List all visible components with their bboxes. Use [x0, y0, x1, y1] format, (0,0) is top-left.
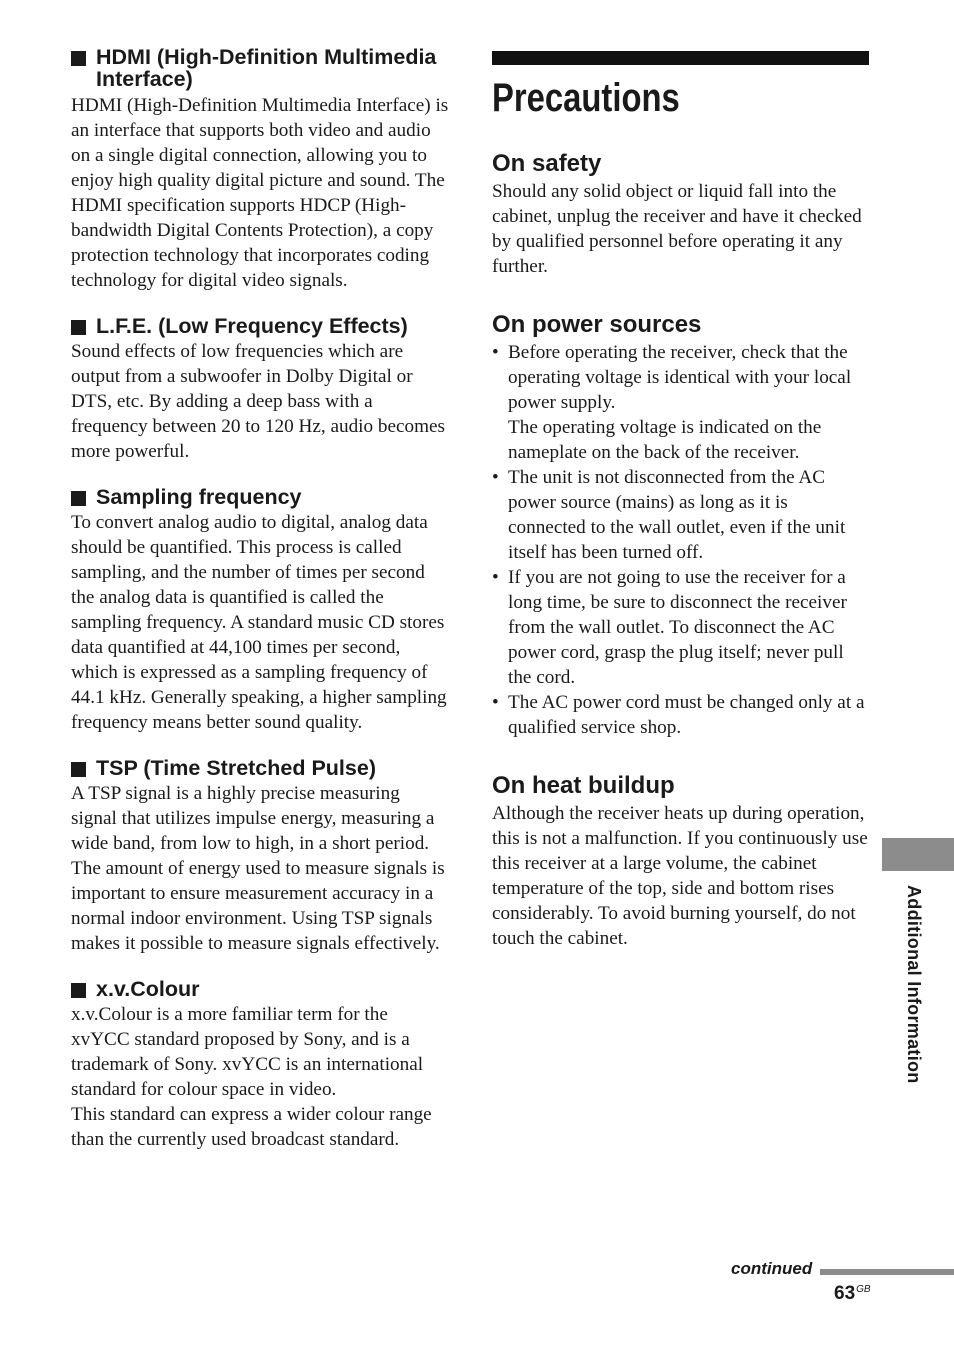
xvcolour-heading [71, 978, 449, 1000]
hdmi-body: HDMI (High-Definition Multimedia Interface) is an interface that supports both video and audio on a single digital connection, allowing you to enjoy high quality digital picture and sound. The HDMI specification supports HDCP (High-bandwidth Digital Contents Protection), a copy protection technology that incorporates coding technology for digital video signals. [71, 95, 449, 291]
continued-rule [820, 1269, 954, 1275]
sampling-heading-text: Sampling frequency [96, 485, 302, 509]
sampling-body: To convert analog audio to digital, analog data should be quantified. This process is called sampling, and the number of times per second the analog data is quantified is called the sampling frequency. A standard music CD stores data quantified at 44,100 times per second, which is expressed as a sampling frequency of 44.1 kHz. Generally speaking, a higher sampling frequency means better sound quality. [71, 512, 447, 733]
lfe-heading [71, 315, 449, 337]
power-item-2-text: The unit is not disconnected from the AC power source (mains) as long as it is connected to the wall outlet, even if the unit itself has been turned off. [508, 467, 846, 563]
square-bullet-icon [71, 51, 86, 66]
page-number [834, 1283, 871, 1305]
heat-heading: On heat buildup [492, 772, 675, 799]
tsp-body-1: A TSP signal is a highly precise measuring signal that utilizes impulse energy, measuring a wide band, from low to high, in a short period. [71, 783, 435, 854]
page-title: Precautions [492, 76, 680, 120]
list-item [492, 690, 870, 740]
lfe-heading-text: L.F.E. (Low Frequency Effects) [96, 314, 408, 338]
lfe-body: Sound effects of low frequencies which are output from a subwoofer in Dolby Digital or DTS, etc. By adding a deep bass with a frequency between 20 to 120 Hz, audio becomes more powerful. [71, 341, 446, 462]
safety-body: Should any solid object or liquid fall into the cabinet, unplug the receiver and have it checked by qualified personnel before operating it any further. [492, 181, 862, 277]
power-item-1-sub: The operating voltage is indicated on the nameplate on the back of the receiver. [508, 417, 822, 463]
hdmi-heading-text: HDMI (High-Definition Multimedia Interface) [96, 45, 437, 91]
page-suffix: GB [856, 1284, 871, 1295]
page-number-value: 63 [834, 1283, 856, 1304]
power-item-3-text: If you are not going to use the receiver for a long time, be sure to disconnect the receiver from the wall outlet. To disconnect the AC power cord, grasp the plug itself; never pull the cord. [508, 567, 847, 688]
section-tab [882, 838, 954, 871]
list-item [492, 465, 870, 565]
bullet-icon: • [492, 567, 499, 588]
power-item-4-text: The AC power cord must be changed only at a qualified service shop. [508, 692, 865, 738]
hdmi-heading [71, 46, 449, 90]
title-rule [492, 51, 869, 65]
square-bullet-icon [71, 491, 86, 506]
bullet-icon: • [492, 692, 499, 713]
list-item [492, 565, 870, 690]
power-item-1-text: Before operating the receiver, check that the operating voltage is identical with your local power supply. [508, 342, 852, 413]
tsp-heading [71, 757, 449, 779]
continued-label: continued [731, 1259, 813, 1278]
heat-body: Although the receiver heats up during operation, this is not a malfunction. If you continuously use this receiver at a large volume, the cabinet temperature of the top, side and bottom rises considerably. To avoid burning yourself, do not touch the cabinet. [492, 803, 868, 949]
xvcolour-heading-text: x.v.Colour [96, 977, 200, 1001]
safety-heading: On safety [492, 150, 602, 177]
tsp-body-2: The amount of energy used to measure signals is important to ensure measurement accuracy in a normal indoor environment. Using TSP signals makes it possible to measure signals effectively. [71, 858, 445, 954]
power-list [492, 340, 870, 740]
section-side-label: Additional Information [904, 885, 924, 1084]
xvcolour-body-2: This standard can express a wider colour range than the currently used broadcast standard. [71, 1104, 432, 1150]
left-column [71, 46, 449, 1152]
bullet-icon: • [492, 342, 499, 363]
right-column [492, 51, 870, 951]
square-bullet-icon [71, 320, 86, 335]
xvcolour-body-1: x.v.Colour is a more familiar term for the xvYCC standard proposed by Sony, and is a trademark of Sony. xvYCC is an international standard for colour space in video. [71, 1004, 424, 1100]
power-heading: On power sources [492, 311, 702, 338]
bullet-icon: • [492, 467, 499, 488]
tsp-heading-text: TSP (Time Stretched Pulse) [96, 756, 376, 780]
square-bullet-icon [71, 762, 86, 777]
square-bullet-icon [71, 983, 86, 998]
list-item [492, 340, 870, 465]
sampling-heading [71, 486, 449, 508]
